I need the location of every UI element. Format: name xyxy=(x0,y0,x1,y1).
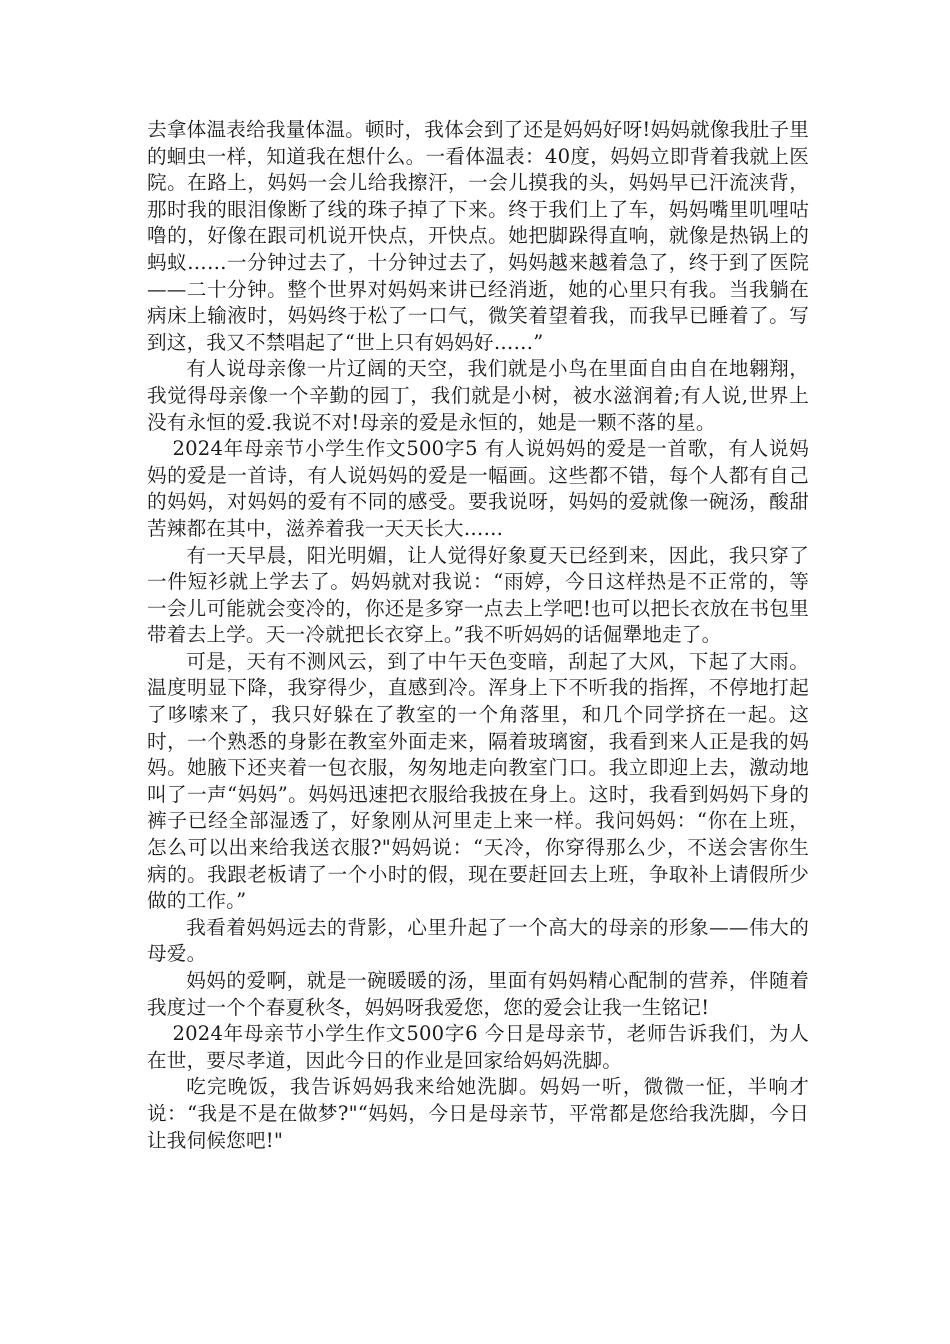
paragraph: 我看着妈妈远去的背影，心里升起了一个高大的母亲的形象——伟大的母爱。 xyxy=(147,915,809,966)
paragraph: 可是，天有不测风云，到了中午天色变暗，刮起了大风，下起了大雨。温度明显下降，我穿得少，直感到冷。浑身上下不听我的指挥，不停地打起了哆嗦来了，我只好躲在了教室的一个角落里，和几个同学挤在一起。这时，一个熟悉的身影在教室外面走来，隔着玻璃窗，我看到来人正是我的妈妈。她腋下还夹着一包衣服，匆匆地走向教室门口。我立即迎上去，激动地叫了一声“妈妈”。妈妈迅速把衣服给我披在身上。这时，我看到妈妈下身的裤子已经全部湿透了，好象刚从河里走上来一样。我问妈妈：“你在上班，怎么可以出来给我送衣服?"妈妈说：“天冷，你穿得那么少，不送会害你生病的。我跟老板请了一个小时的假，现在要赶回去上班，争取补上请假所少做的工作。” xyxy=(147,649,809,913)
paragraph: 去拿体温表给我量体温。顿时，我体会到了还是妈妈好呀!妈妈就像我肚子里的蛔虫一样，知道我在想什么。一看体温表：40度，妈妈立即背着我就上医院。在路上，妈妈一会儿给我擦汗，一会儿摸我的头，妈妈早已汗流浃背，那时我的眼泪像断了线的珠子掉了下来。终于我们上了车，妈妈嘴里叽哩咕噜的，好像在跟司机说开快点，开快点。她把脚跺得直响，就像是热锅上的蚂蚁……一分钟过去了，十分钟过去了，妈妈越来越着急了，终于到了医院——二十分钟。整个世界对妈妈来讲已经消逝，她的心里只有我。当我躺在病床上输液时，妈妈终于松了一口气，微笑着望着我，而我早已睡着了。写到这，我又不禁唱起了“世上只有妈妈好……” xyxy=(147,118,809,354)
paragraph: 妈妈的爱啊，就是一碗暖暖的汤，里面有妈妈精心配制的营养，伴随着我度过一个个春夏秋冬，妈妈呀我爱您，您的爱会让我一生铭记! xyxy=(147,969,809,1019)
paragraph: 吃完晚饭，我告诉妈妈我来给她洗脚。妈妈一听，微微一怔，半响才说：“我是不是在做梦?"“妈妈，今日是母亲节，平常都是您给我洗脚，今日让我伺候您吧!" xyxy=(147,1075,809,1152)
essay-heading-paragraph: 2024年母亲节小学生作文500字6 今日是母亲节，老师告诉我们，为人在世，要尽孝道，因此今日的作业是回家给妈妈洗脚。 xyxy=(147,1022,809,1072)
essay-heading-paragraph: 2024年母亲节小学生作文500字5 有人说妈妈的爱是一首歌，有人说妈妈的爱是一首诗，有人说妈妈的爱是一幅画。这些都不错，每个人都有自己的妈妈，对妈妈的爱有不同的感受。要我说呀，妈妈的爱就像一碗汤，酸甜苦辣都在其中，滋养着我一天天长大…… xyxy=(147,437,809,540)
paragraph: 有人说母亲像一片辽阔的天空，我们就是小鸟在里面自由自在地翱翔，我觉得母亲像一个辛勤的园丁，我们就是小树，被水滋润着;有人说,世界上没有永恒的爱.我说不对!母亲的爱是永恒的，她是一颗不落的星。 xyxy=(147,357,809,434)
document-body xyxy=(147,117,809,1154)
paragraph: 有一天早晨，阳光明媚，让人觉得好象夏天已经到来，因此，我只穿了一件短衫就上学去了。妈妈就对我说：“雨婷，今日这样热是不正常的，等一会儿可能就会变冷的，你还是多穿一点去上学吧!也可以把长衣放在书包里带着去上学。天一冷就把长衣穿上。”我不听妈妈的话倔犟地走了。 xyxy=(147,543,809,647)
